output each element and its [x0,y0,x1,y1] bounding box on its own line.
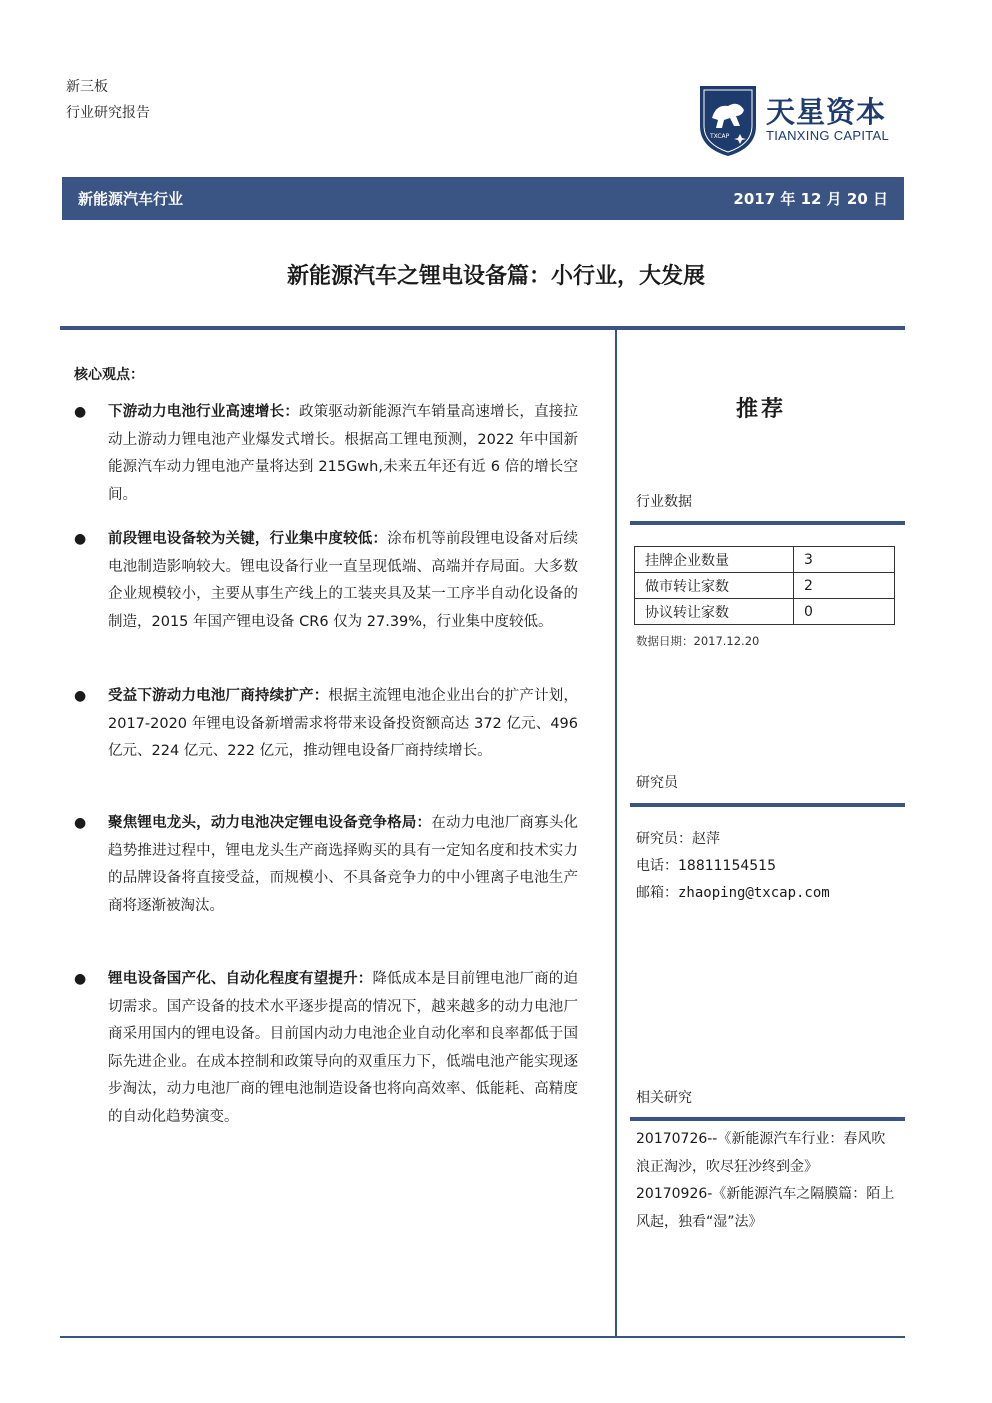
bullet-icon: ● [74,688,87,704]
table-cell-key: 协议转让家数 [635,599,794,625]
table-cell-value: 2 [794,573,895,599]
core-view-text: 根据主流锂电池企业出台的扩产计划，2017-2020 年锂电设备新增需求将带来设备投资额高达 372 亿元、496 亿元、224 亿元、222 亿元，推动锂电设备厂商持续增长。 [108,688,579,759]
core-views-heading: 核心观点： [74,367,144,383]
board-label: 新三板 [66,79,108,95]
report-title: 新能源汽车之锂电设备篇：小行业，大发展 [286,264,705,289]
banner-industry: 新能源汽车行业 [78,190,184,208]
analyst-name-label: 研究员： [636,831,692,847]
analyst-email-label: 邮箱： [636,885,678,901]
core-view-lead: 前段锂电设备较为关键，行业集中度较低： [108,531,388,547]
core-view-item [74,526,578,636]
analyst-email[interactable]: zhaoping@txcap.com [678,885,830,901]
analyst-label: 研究员 [636,775,678,791]
column-divider [615,330,617,1338]
table-row [635,573,895,599]
industry-banner [62,177,904,220]
table-row [635,547,895,573]
core-view-item [74,810,578,920]
analyst-phone-line [636,853,830,880]
analyst-divider [630,803,905,807]
core-view-lead: 受益下游动力电池厂商持续扩产： [108,688,329,704]
analyst-info [636,826,830,907]
bullet-icon: ● [74,971,87,987]
data-date: 数据日期：2017.12.20 [636,634,760,648]
industry-data-table [634,546,895,625]
title-divider [60,326,905,330]
core-view-text: 在动力电池厂商寡头化趋势推进过程中，锂电龙头生产商选择购买的具有一定知名度和技术实力的品牌设备将直接受益，而规模小、不具备竞争力的中小锂离子电池生产商将逐渐被淘汰。 [108,815,579,914]
rating: 推荐 [736,397,787,422]
bullet-icon: ● [74,404,87,420]
table-cell-key: 挂牌企业数量 [635,547,794,573]
banner-date: 2017 年 12 月 20 日 [733,190,888,208]
related-research-divider [630,1117,905,1121]
core-view-text: 政策驱动新能源汽车销量高速增长，直接拉动上游动力锂电池产业爆发式增长。根据高工锂电预测，2022 年中国新能源汽车动力锂电池产量将达到 215Gwh,未来五年还有近 6 倍的增长空间。 [108,404,578,503]
report-type-label: 行业研究报告 [66,105,150,121]
analyst-phone-label: 电话： [636,858,678,874]
core-view-item [74,399,578,509]
table-cell-value: 3 [794,547,895,573]
bottom-divider [60,1336,905,1338]
logo-badge-text: TXCAP [710,133,730,140]
analyst-phone: 18811154515 [678,858,776,874]
industry-data-label: 行业数据 [636,494,692,510]
related-research-label: 相关研究 [636,1090,692,1106]
related-research-item[interactable]: 20170926-《新能源汽车之隔膜篇：陌上风起，独看“湿”法》 [636,1186,895,1230]
core-view-item [74,966,578,1131]
bullet-icon: ● [74,815,87,831]
logo-cn-name: 天星资本 [766,95,887,129]
related-research-list [636,1126,898,1236]
core-view-text: 降低成本是目前锂电池厂商的迫切需求。国产设备的技术水平逐步提高的情况下，越来越多的动力电池厂商采用国内的锂电设备。目前国内动力电池企业自动化率和良率都低于国际先进企业。在成本控制和政策导向的双重压力下，低端电池产能实现逐步淘汰，动力电池厂商的锂电池制造设备也将向高效率、低能耗、高精度的自动化趋势演变。 [108,971,578,1125]
core-view-lead: 下游动力电池行业高速增长： [108,404,300,420]
analyst-email-line [636,880,830,907]
table-cell-value: 0 [794,599,895,625]
core-view-item [74,683,578,766]
core-view-lead: 聚焦锂电龙头，动力电池决定锂电设备竞争格局： [108,815,432,831]
analyst-name-line [636,826,830,853]
related-research-item[interactable]: 20170726--《新能源汽车行业：春风吹浪正淘沙，吹尽狂沙终到金》 [636,1131,886,1175]
bullet-icon: ● [74,531,87,547]
logo-en-name: TIANXING CAPITAL [766,128,890,143]
analyst-name: 赵萍 [692,831,720,847]
table-row [635,599,895,625]
industry-data-divider [630,521,905,525]
core-view-lead: 锂电设备国产化、自动化程度有望提升： [108,971,373,987]
core-view-text: 涂布机等前段锂电设备对后续电池制造影响较大。锂电设备行业一直呈现低端、高端并存局面。大多数企业规模较小，主要从事生产线上的工装夹具及某一工序半自动化设备的制造，2015 年国产锂电设备 CR6 仅为 27.39%，行业集中度较低。 [108,531,579,630]
table-cell-key: 做市转让家数 [635,573,794,599]
